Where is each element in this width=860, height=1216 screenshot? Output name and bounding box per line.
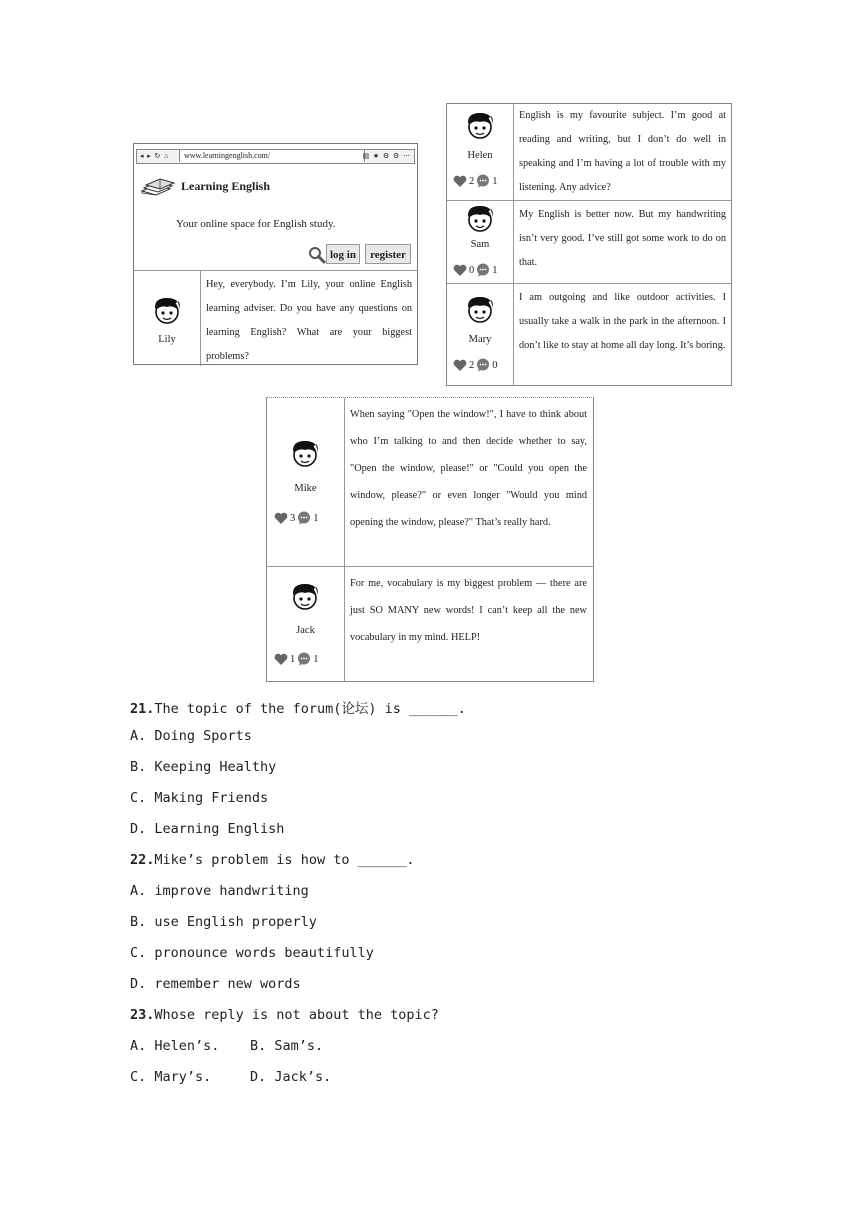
reply-row-mary xyxy=(447,284,731,385)
site-title: Learning English xyxy=(181,179,271,193)
sam-name: Sam xyxy=(470,239,490,250)
jack-stats xyxy=(274,652,319,666)
search-icon xyxy=(308,246,326,264)
jack-avatar-cell xyxy=(267,567,345,681)
question-stem: Mike’s problem is how to ______. xyxy=(154,852,415,868)
lily-name: Lily xyxy=(158,334,176,345)
q23-option-c: C. Mary’s. xyxy=(130,1069,212,1085)
heart-icon xyxy=(274,512,288,525)
question-21 xyxy=(130,697,466,717)
heart-icon xyxy=(453,264,467,277)
comment-bubble-icon xyxy=(476,358,490,372)
q21-option-b: B. Keeping Healthy xyxy=(130,759,277,775)
comment-bubble-icon xyxy=(476,263,490,277)
comment-count: 1 xyxy=(313,512,319,524)
q22-option-a: A. improve handwriting xyxy=(130,883,309,899)
heart-icon xyxy=(453,359,467,372)
login-button: log in xyxy=(326,244,360,264)
helen-stats xyxy=(453,174,498,188)
jack-avatar-icon xyxy=(289,581,321,613)
like-count: 2 xyxy=(469,359,475,371)
sam-reply-text: My English is better now. But my handwriting isn’t very good. I’ve still got some work to do on that. xyxy=(519,209,726,268)
like-count: 3 xyxy=(290,512,296,524)
q23-option-b: B. Sam’s. xyxy=(250,1038,324,1054)
heart-icon xyxy=(453,175,467,188)
url-field: www.learningenglish.com/ xyxy=(179,150,365,162)
mary-avatar-cell xyxy=(447,284,514,385)
lily-post-text: Hey, everybody. I’m Lily, your online English learning adviser. Do you have any questions on learning English? What are your biggest problems? xyxy=(206,279,412,362)
address-bar xyxy=(136,149,415,164)
question-number: 21. xyxy=(130,701,155,717)
question-stem: The topic of the forum(论坛) is ______. xyxy=(154,701,466,717)
replies-table-bottom xyxy=(266,397,594,682)
books-logo-icon xyxy=(140,176,178,196)
register-button: register xyxy=(365,244,411,264)
sam-stats xyxy=(453,263,498,277)
question-23 xyxy=(130,1007,439,1023)
mike-avatar-cell xyxy=(267,398,345,566)
site-tagline: Your online space for English study. xyxy=(176,218,336,230)
q21-option-d: D. Learning English xyxy=(130,821,285,837)
like-count: 1 xyxy=(290,653,296,665)
sam-avatar-cell xyxy=(447,201,514,283)
mike-avatar-icon xyxy=(289,438,321,470)
mike-name: Mike xyxy=(294,483,317,494)
question-number: 23. xyxy=(130,1007,155,1023)
sam-avatar-icon xyxy=(464,203,496,235)
helen-avatar-cell xyxy=(447,104,514,200)
q21-option-a: A. Doing Sports xyxy=(130,728,252,744)
comment-count: 0 xyxy=(492,359,498,371)
q22-option-b: B. use English properly xyxy=(130,914,317,930)
reply-row-jack xyxy=(267,567,593,681)
comment-count: 1 xyxy=(492,264,498,276)
helen-name: Helen xyxy=(467,150,493,161)
mary-stats xyxy=(453,358,498,372)
q23-option-a: A. Helen’s. xyxy=(130,1038,220,1054)
comment-count: 1 xyxy=(313,653,319,665)
like-count: 0 xyxy=(469,264,475,276)
mary-name: Mary xyxy=(468,334,492,345)
heart-icon xyxy=(274,653,288,666)
mike-reply-text: When saying "Open the window!", I have to think about who I’m talking to and then decide whether to say, "Open the window, please!" or "Could you open the window, please?" or even longer "Would you mind opening the window, please?" That’s really hard. xyxy=(350,409,587,528)
reply-row-sam xyxy=(447,201,731,284)
mary-avatar-icon xyxy=(464,294,496,326)
q22-option-d: D. remember new words xyxy=(130,976,301,992)
forum-browser-window xyxy=(133,143,418,365)
comment-count: 1 xyxy=(492,175,498,187)
jack-name: Jack xyxy=(296,625,315,636)
replies-table-top xyxy=(446,103,732,386)
helen-avatar-icon xyxy=(464,110,496,142)
lily-avatar-icon xyxy=(151,295,183,327)
mike-stats xyxy=(274,511,319,525)
helen-reply-text: English is my favourite subject. I’m good at reading and writing, but I don’t do well in speaking and I’m having a lot of trouble with my listening. Any advice? xyxy=(519,110,726,193)
lily-avatar-cell xyxy=(134,271,201,366)
jack-reply-text: For me, vocabulary is my biggest problem — there are just SO MANY new words! I can’t keep all the new vocabulary in my mind. HELP! xyxy=(350,578,587,643)
reply-row-mike xyxy=(267,398,593,567)
browser-nav-icons: ◂ ▸ ↻ ⌂ xyxy=(140,152,170,160)
question-22 xyxy=(130,852,414,868)
lily-post xyxy=(134,270,417,366)
comment-bubble-icon xyxy=(297,652,311,666)
reply-row-helen xyxy=(447,104,731,201)
browser-toolbar-icons: ▤ ★ ⚙ ⚙ ⋯ xyxy=(362,152,411,160)
question-stem: Whose reply is not about the topic? xyxy=(154,1007,439,1023)
q23-option-d: D. Jack’s. xyxy=(250,1069,332,1085)
q21-option-c: C. Making Friends xyxy=(130,790,269,806)
question-number: 22. xyxy=(130,852,155,868)
comment-bubble-icon xyxy=(476,174,490,188)
comment-bubble-icon xyxy=(297,511,311,525)
like-count: 2 xyxy=(469,175,475,187)
q22-option-c: C. pronounce words beautifully xyxy=(130,945,374,961)
mary-reply-text: I am outgoing and like outdoor activities. I usually take a walk in the park in the afternoon. I don’t like to stay at home all day long. It’s boring. xyxy=(519,292,726,351)
